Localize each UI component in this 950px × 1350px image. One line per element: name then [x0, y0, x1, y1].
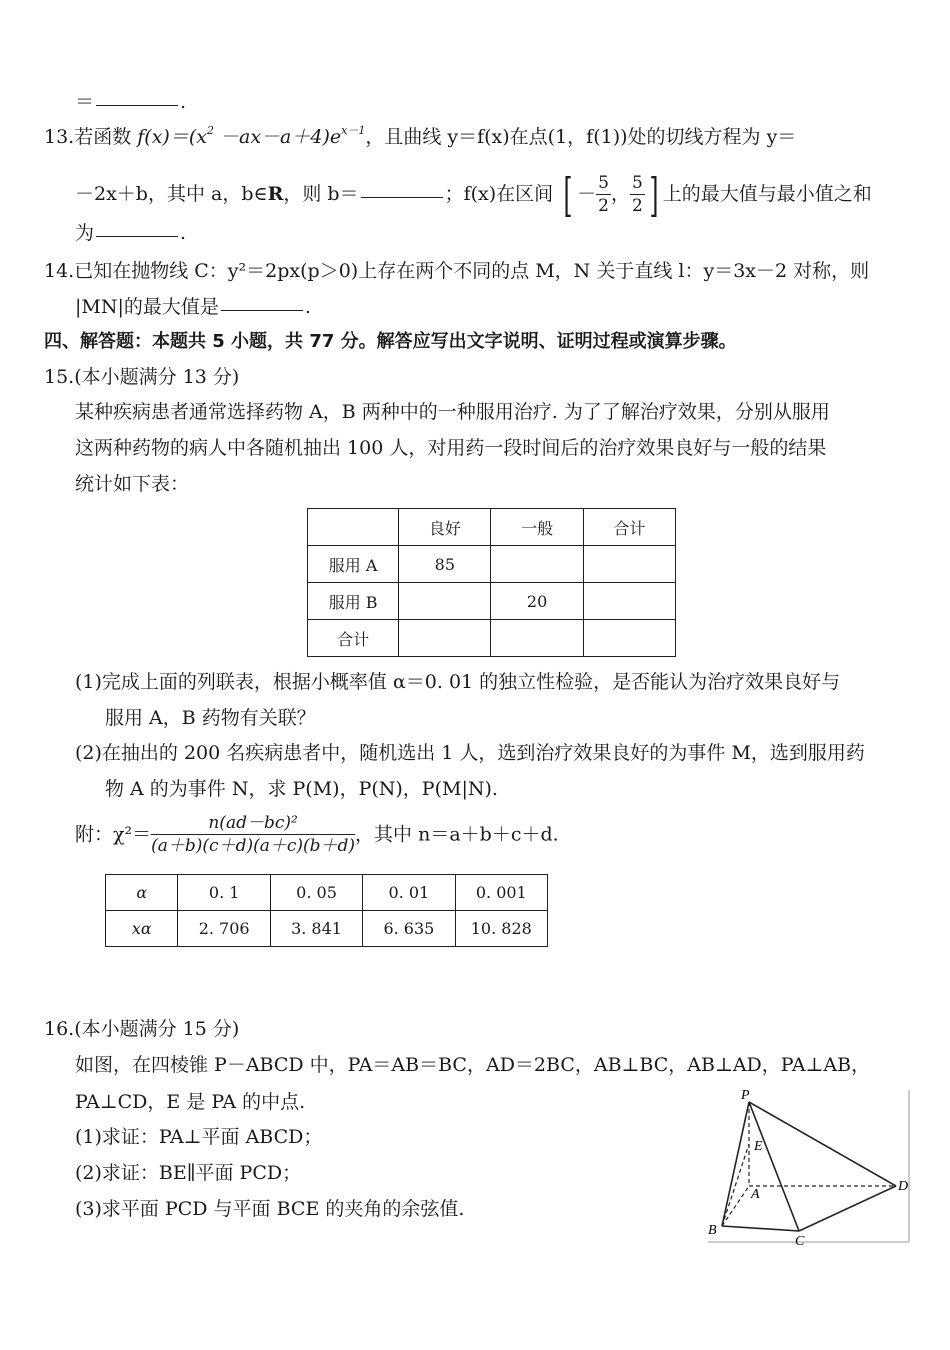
table-row: α 0. 1 0. 05 0. 01 0. 001	[106, 875, 548, 911]
q13-line-1: 13.若函数 $f(x)=(x^2 -ax-a+4)e^{x-1}$，且曲线 y＝f(x)在点(1，f(1))处的切线方程为 y＝	[44, 124, 797, 148]
q13-line-2: －2x＋b，其中 a，b∈R，则 b＝ ；f(x)在区间 [ － $\frac{5}{2}$ ， $\frac{5}{2}$ ] 上的最大值与最小值之和	[75, 168, 872, 222]
q14-line-2: |MN|的最大值是 .	[75, 296, 311, 318]
q15-paragraph-1: 某种疾病患者通常选择药物 A，B 两种中的一种服用治疗. 为了了解治疗效果，分别从服用	[75, 401, 830, 423]
contingency-table	[307, 508, 676, 657]
q13-function: $f(x)=(x^2 -ax-a+4)e^{x-1}$	[137, 124, 366, 148]
pyramid-figure	[704, 1086, 914, 1246]
q15-sub2-line-2: 物 A 的为事件 N，求 P(M)，P(N)，P(M|N).	[105, 778, 498, 800]
edge-pc	[749, 1102, 799, 1231]
table-row: 合计	[308, 620, 676, 657]
chi-square-formula: 附：χ²＝ $\frac{\text{n(ad－bc)²}}{(a+b)(c+d)(a+c)(b+d)}$ ，其中 n＝a＋b＋c＋d.	[75, 813, 559, 856]
right-bracket: ]	[649, 168, 659, 222]
table-header-cell: 一般	[491, 509, 583, 546]
label-p: P	[741, 1088, 750, 1103]
q13-number: 13.	[44, 126, 75, 148]
label-e: E	[754, 1139, 763, 1154]
answer-blank	[96, 104, 178, 106]
fraction: $\frac{5}{2}$	[632, 173, 643, 216]
q15-header: 15.(本小题满分 13 分)	[44, 366, 240, 388]
continuation-answer-line: ＝ .	[75, 91, 187, 113]
critical-value-table	[105, 874, 548, 947]
q16-paragraph-2: PA⊥CD，E 是 PA 的中点.	[75, 1091, 306, 1113]
table-row: 服用 A 85	[308, 546, 676, 583]
q16-sub3: (3)求平面 PCD 与平面 BCE 的夹角的余弦值.	[75, 1198, 465, 1220]
table-header-cell: 良好	[399, 509, 491, 546]
edge-bc	[722, 1226, 799, 1231]
q16-header: 16.(本小题满分 15 分)	[44, 1018, 240, 1040]
q15-paragraph-3: 统计如下表：	[75, 473, 190, 495]
table-header-cell	[308, 509, 399, 546]
answer-blank-b	[361, 196, 443, 198]
q15-sub1-line-2: 服用 A，B 药物有关联？	[105, 707, 316, 729]
q15-sub1-line-1: (1)完成上面的列联表，根据小概率值 α＝0. 01 的独立性检验，是否能认为治疗效果良好与	[75, 671, 841, 693]
fraction: $\frac{5}{2}$	[598, 173, 609, 216]
edge-pb	[722, 1102, 749, 1226]
section-heading: 四、解答题：本题共 5 小题，共 77 分。解答应写出文字说明、证明过程或演算步骤。	[44, 331, 737, 352]
q16-sub1: (1)求证：PA⊥平面 ABCD；	[75, 1126, 323, 1148]
segment-be	[722, 1144, 749, 1226]
edge-cd	[799, 1186, 896, 1231]
formula-fraction: $\frac{\text{n(ad－bc)²}}{(a+b)(c+d)(a+c)(b+d)}$	[151, 813, 356, 856]
table-row: xα 2. 706 3. 841 6. 635 10. 828	[106, 911, 548, 947]
label-b: B	[708, 1223, 717, 1238]
label-c: C	[795, 1234, 805, 1246]
answer-blank-sum	[96, 235, 178, 237]
q13-line-3: 为 .	[75, 222, 187, 244]
left-bracket: [	[563, 168, 573, 222]
q14-line-1: 14.已知在抛物线 C：y²＝2px(p＞0)上存在两个不同的点 M，N 关于直线 l：y＝3x－2 对称，则	[44, 260, 870, 282]
label-a: A	[751, 1187, 760, 1202]
q15-sub2-line-1: (2)在抽出的 200 名疾病患者中，随机选出 1 人，选到治疗效果良好的为事件 M，选到服用药	[75, 742, 865, 764]
q16-sub2: (2)求证：BE∥平面 PCD；	[75, 1162, 302, 1184]
edge-pd	[749, 1102, 896, 1186]
q15-paragraph-2: 这两种药物的病人中各随机抽出 100 人，对用药一段时间后的治疗效果良好与一般的结果	[75, 437, 827, 459]
table-header-cell: 合计	[583, 509, 675, 546]
q16-paragraph-1: 如图，在四棱锥 P－ABCD 中，PA＝AB＝BC，AD＝2BC，AB⊥BC，AB⊥AD，PA⊥AB，	[75, 1054, 871, 1076]
table-row: 服用 B 20	[308, 583, 676, 620]
label-d: D	[898, 1179, 909, 1194]
answer-blank-mn	[221, 309, 303, 311]
